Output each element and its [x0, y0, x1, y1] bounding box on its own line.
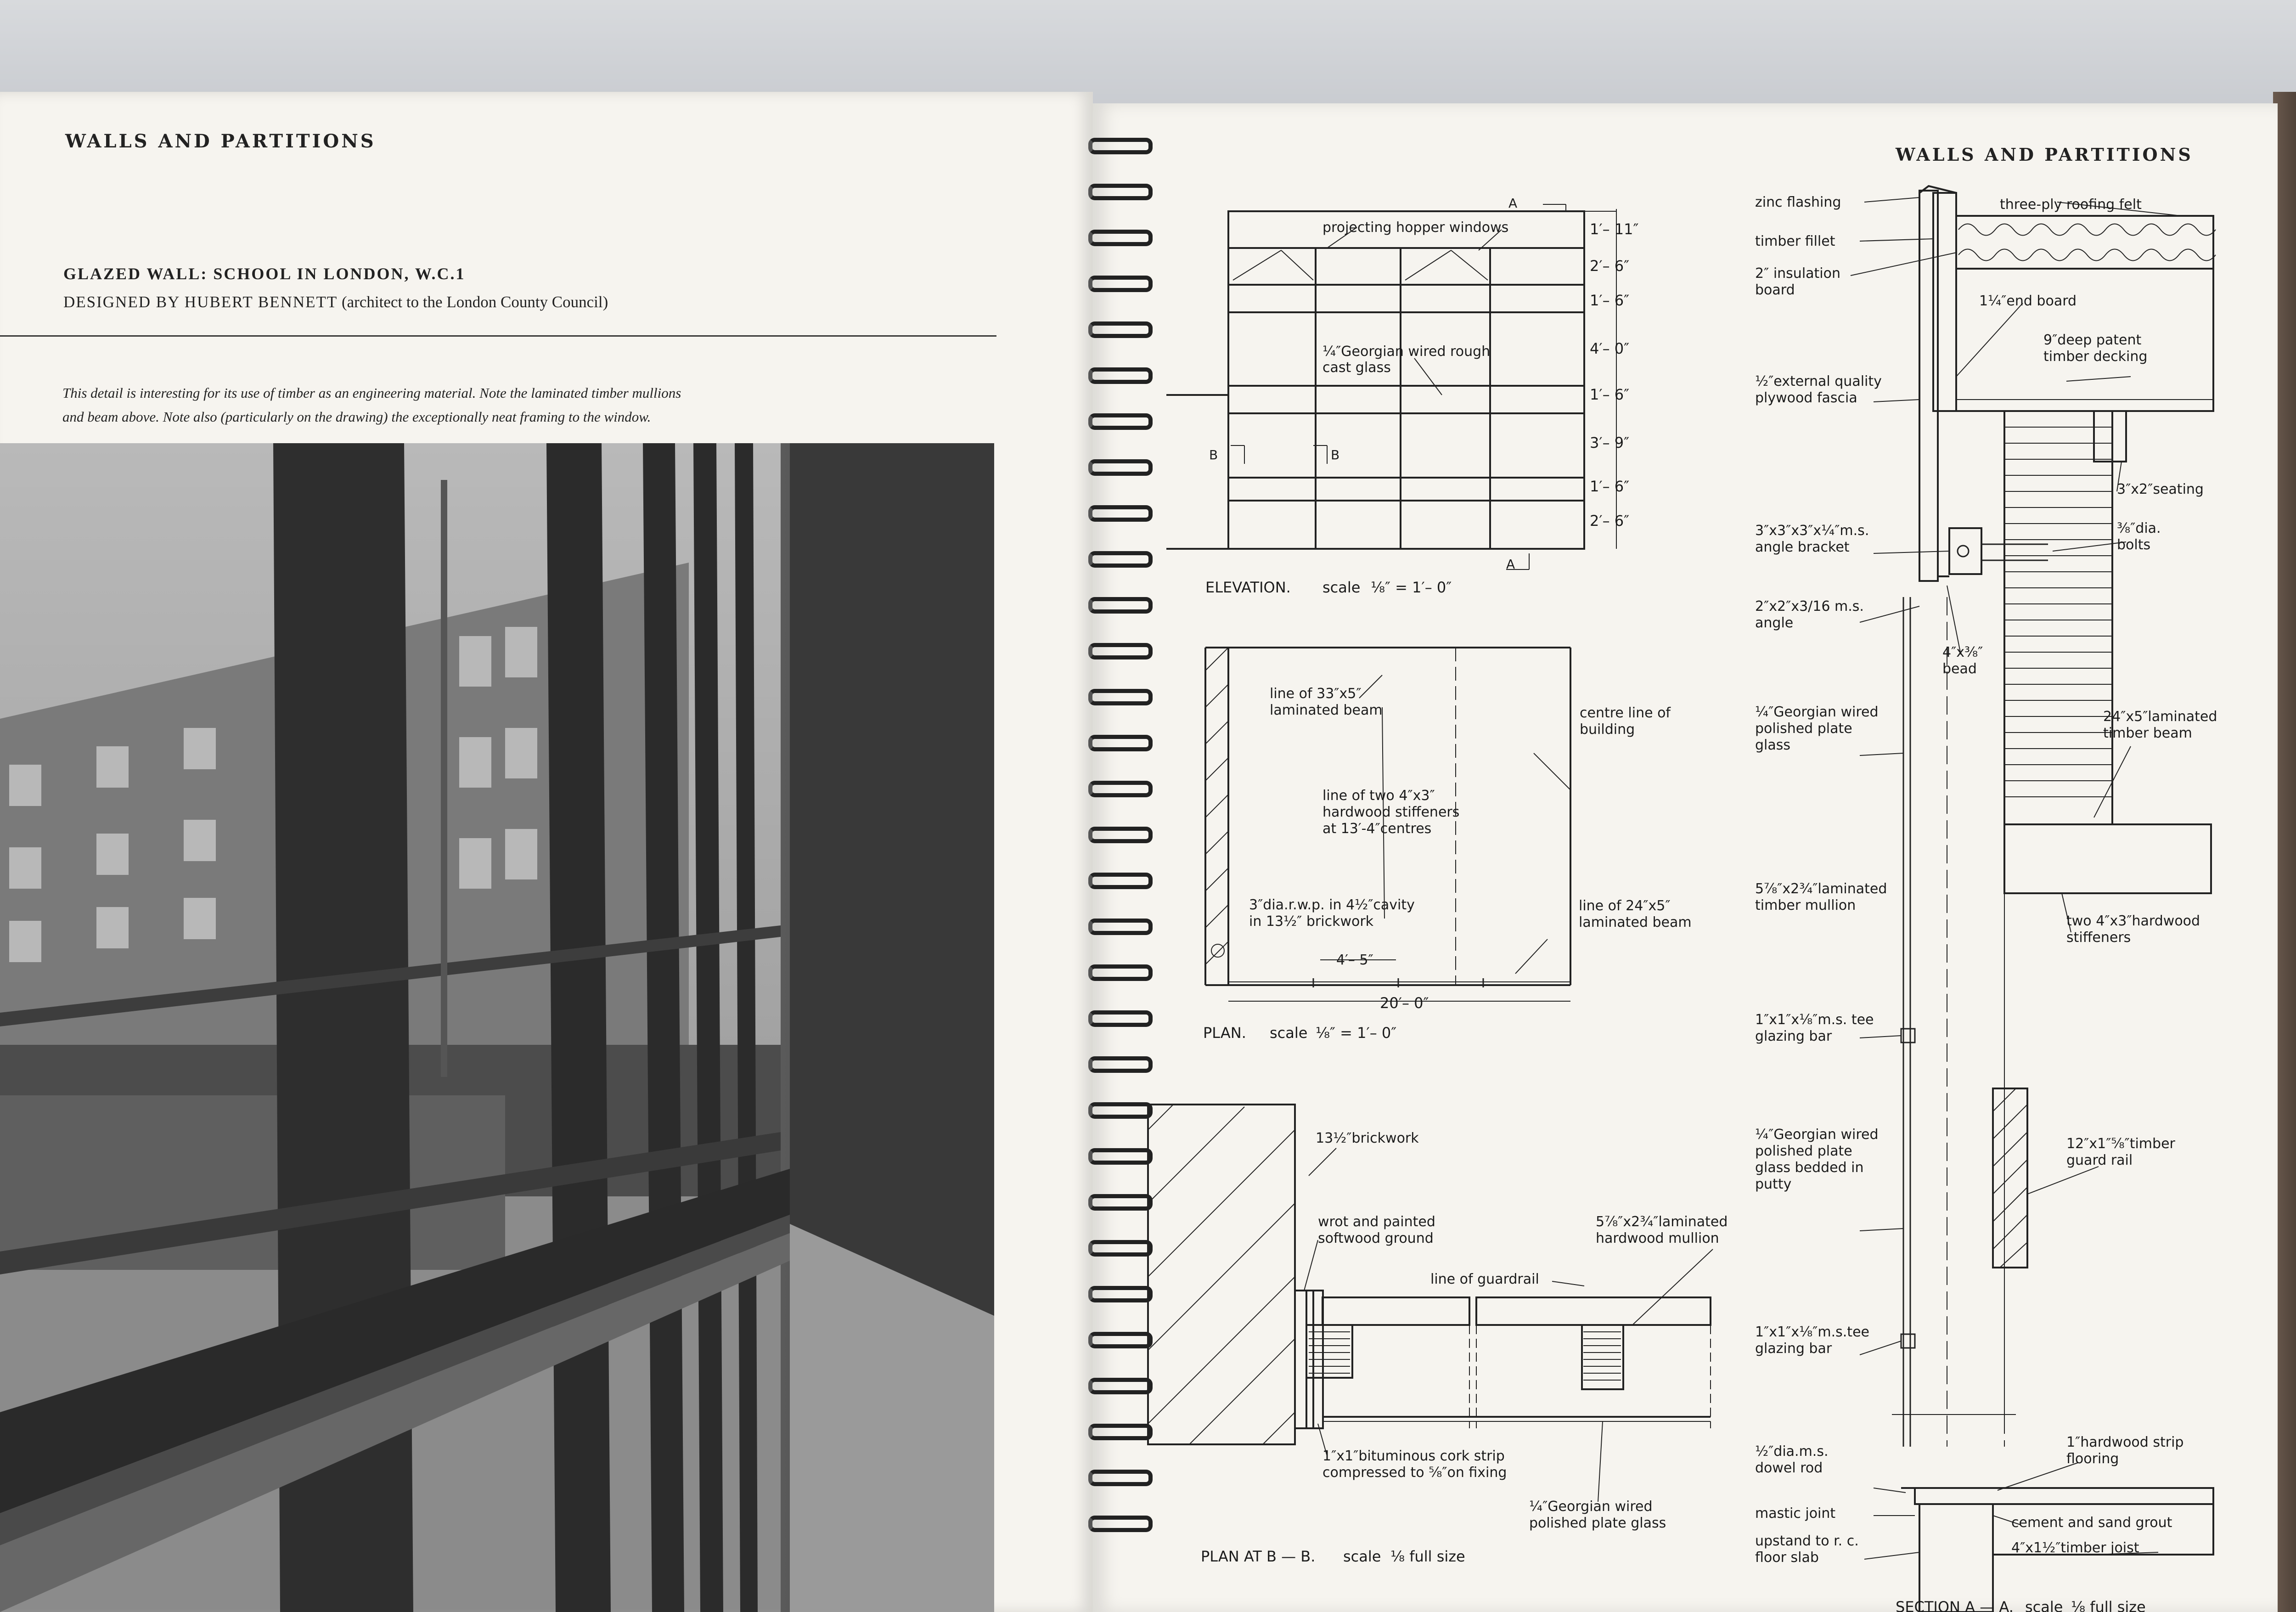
section-label-left-2-0: 2″ insulation	[1755, 265, 1841, 282]
section-label-right-2-0: 9″deep patent	[2043, 332, 2142, 348]
section-label-right-1-0: 1¼″end board	[1979, 293, 2077, 309]
section-label-left-6-0: ¼″Georgian wired	[1755, 704, 1879, 720]
elev-dim-1: 1′– 11″	[1590, 220, 1639, 238]
elev-marker-b-left: B	[1209, 447, 1218, 462]
section-label-left-8-0: 1″x1″x⅛″m.s. tee	[1755, 1012, 1874, 1028]
designer-name: DESIGNED BY HUBERT BENNETT	[63, 293, 338, 311]
bb-cork-2: compressed to ⅝″on fixing	[1322, 1465, 1507, 1481]
plan-bb-scale-value: ⅛ full size	[1390, 1548, 1465, 1565]
plan-beam-1: line of 33″x5″	[1270, 686, 1362, 702]
elev-marker-a-top: A	[1508, 196, 1518, 211]
section-label-right-5-1: bead	[1942, 661, 1977, 677]
section-label-right-8-0: 12″x1″⅝″timber	[2066, 1136, 2175, 1152]
section-label-left-6-2: glass	[1755, 737, 1791, 753]
bb-ground-1: wrot and painted	[1318, 1214, 1435, 1230]
section-label-left-0-0: zinc flashing	[1755, 194, 1841, 210]
elev-marker-b-right: B	[1331, 447, 1340, 462]
bb-ground-2: softwood ground	[1318, 1230, 1434, 1246]
bb-cork-1: 1″x1″bituminous cork strip	[1322, 1448, 1505, 1464]
section-label-right-7-0: two 4″x3″hardwood	[2066, 913, 2200, 929]
section-label-right-4-1: bolts	[2117, 537, 2151, 553]
elev-dim-6: 3′– 9″	[1590, 434, 1630, 451]
section-aa-drawing	[1851, 186, 2216, 1612]
section-label-right-2-1: timber decking	[2043, 349, 2148, 365]
section-label-left-10-1: glazing bar	[1755, 1341, 1832, 1357]
plan-lam-2: laminated beam	[1579, 914, 1692, 930]
section-scale: scale	[2025, 1598, 2063, 1612]
section-label-left-3-0: ½″external quality	[1755, 373, 1882, 389]
section-label-left-4-1: angle bracket	[1755, 539, 1850, 555]
section-label-right-3-0: 3″x2″seating	[2117, 481, 2204, 497]
section-label: SECTION A — A.	[1896, 1598, 2014, 1612]
section-label-left-3-1: plywood fascia	[1755, 390, 1857, 406]
section-scale-value: ⅛ full size	[2071, 1598, 2146, 1612]
plan-beam-2: laminated beam	[1270, 702, 1383, 718]
section-label-right-9-0: 1″hardwood strip	[2066, 1434, 2184, 1450]
elevation-scale-value: ⅛″ = 1′– 0″	[1371, 579, 1452, 596]
section-label-left-1-0: timber fillet	[1755, 233, 1835, 249]
elevation-drawing	[1166, 204, 1616, 569]
bb-mullion-1: 5⅞″x2¾″laminated	[1596, 1214, 1728, 1230]
elevation-dimensions	[1590, 220, 1639, 530]
section-label-left-13-0: upstand to r. c.	[1755, 1533, 1859, 1549]
plan-bb-drawing	[1148, 1105, 1713, 1502]
section-label-left-9-1: polished plate	[1755, 1143, 1852, 1159]
plan-centre-1: centre line of	[1580, 705, 1671, 721]
section-label-right-8-1: guard rail	[2066, 1152, 2133, 1168]
bb-brick: 13½″brickwork	[1316, 1130, 1419, 1146]
section-label-right-6-0: 24″x5″laminated	[2103, 709, 2217, 725]
section-label-left-9-3: putty	[1755, 1176, 1792, 1192]
section-label-left-9-0: ¼″Georgian wired	[1755, 1127, 1879, 1143]
section-label-right-9-1: flooring	[2066, 1451, 2119, 1467]
section-label-right-11-0: 4″x1½″timber joist	[2011, 1540, 2139, 1556]
plan-bb-scale: scale	[1343, 1548, 1381, 1565]
elevation-scale: scale	[1322, 579, 1361, 596]
section-label-left-13-1: floor slab	[1755, 1550, 1819, 1566]
bb-guardrail: line of guardrail	[1430, 1271, 1539, 1287]
section-label-left-11-1: dowel rod	[1755, 1460, 1823, 1476]
section-label-left-10-0: 1″x1″x⅛″m.s.tee	[1755, 1324, 1869, 1340]
elev-callout-glass-2: cast glass	[1322, 360, 1391, 376]
plan-rwp-2: in 13½″ brickwork	[1249, 913, 1374, 930]
section-label-right-10-0: cement and sand grout	[2011, 1515, 2172, 1531]
elev-marker-a-bottom: A	[1506, 557, 1515, 572]
bb-mullion-2: hardwood mullion	[1596, 1230, 1719, 1246]
beam-hatch	[2004, 427, 2112, 797]
section-label-right-0-0: three-ply roofing felt	[2000, 197, 2142, 213]
bb-glass-1: ¼″Georgian wired	[1529, 1499, 1653, 1515]
section-label-left-9-2: glass bedded in	[1755, 1160, 1864, 1176]
section-label-left-12-0: mastic joint	[1755, 1505, 1836, 1522]
elev-dim-4: 4′– 0″	[1590, 340, 1630, 357]
plan-rwp-1: 3″dia.r.w.p. in 4½″cavity	[1249, 897, 1415, 913]
plan-scale: scale	[1270, 1024, 1308, 1042]
section-label-left-4-0: 3″x3″x3″x¼″m.s.	[1755, 523, 1869, 539]
section-label-left-8-1: glazing bar	[1755, 1028, 1832, 1044]
section-label-left-7-0: 5⅞″x2¾″laminated	[1755, 881, 1887, 897]
section-label-left-2-1: board	[1755, 282, 1795, 298]
running-head-left: WALLS AND PARTITIONS	[65, 130, 376, 152]
plan-label: PLAN.	[1203, 1024, 1246, 1042]
elevation-label: ELEVATION.	[1205, 579, 1291, 596]
running-head-right: WALLS AND PARTITIONS	[1896, 144, 2193, 165]
elev-dim-3: 1′– 6″	[1590, 292, 1630, 309]
plan-bb-label: PLAN AT B — B.	[1201, 1548, 1316, 1565]
section-label-left-6-1: polished plate	[1755, 721, 1852, 737]
section-label-right-7-1: stiffeners	[2066, 930, 2131, 946]
plan-stiff-1: line of two 4″x3″	[1322, 788, 1435, 804]
section-label-right-6-1: timber beam	[2103, 725, 2192, 741]
elev-dim-5: 1′– 6″	[1590, 386, 1630, 403]
section-label-left-11-0: ½″dia.m.s.	[1755, 1443, 1829, 1460]
elev-callout-glass-1: ¼″Georgian wired rough	[1322, 344, 1491, 360]
plan-centre-2: building	[1580, 721, 1635, 738]
elev-dim-7: 1′– 6″	[1590, 478, 1630, 495]
section-label-left-5-0: 2″x2″x3/16 m.s.	[1755, 598, 1864, 614]
elev-dim-2: 2′– 6″	[1590, 257, 1630, 275]
section-label-right-5-0: 4″x⅜″	[1942, 644, 1983, 660]
designer-note: (architect to the London County Council)	[341, 293, 608, 311]
section-label-right-4-0: ⅜″dia.	[2117, 520, 2161, 536]
elev-dim-8: 2′– 6″	[1590, 512, 1630, 530]
caption-line-1: This detail is interesting for its use of timber as an engineering material. Note the laminated timber mullions	[62, 385, 681, 401]
plan-dim-total: 20′– 0″	[1380, 994, 1429, 1012]
plan-stiff-3: at 13′-4″centres	[1322, 821, 1432, 837]
article-title: GLAZED WALL: SCHOOL IN LONDON, W.C.1	[63, 265, 466, 283]
elev-callout-windows: projecting hopper windows	[1322, 220, 1509, 236]
plan-dim-small: 4′– 5″	[1336, 952, 1373, 968]
plan-lam-1: line of 24″x5″	[1579, 898, 1671, 914]
section-label-left-7-1: timber mullion	[1755, 897, 1856, 913]
section-labels-left	[1755, 194, 1887, 1566]
caption-line-2: and beam above. Note also (particularly on the drawing) the exceptionally neat framing to the window.	[62, 409, 651, 425]
section-label-left-5-1: angle	[1755, 615, 1794, 631]
section-labels-right	[1942, 197, 2217, 1556]
bb-glass-2: polished plate glass	[1529, 1515, 1666, 1531]
plan-scale-value: ⅛″ = 1′– 0″	[1316, 1024, 1397, 1042]
plan-stiff-2: hardwood stiffeners	[1322, 804, 1460, 820]
